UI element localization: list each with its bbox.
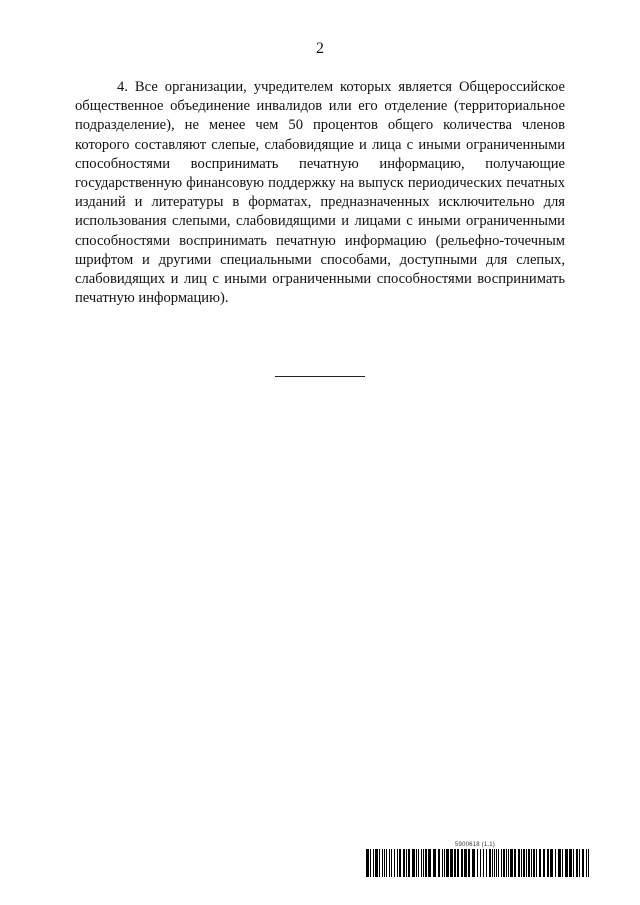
barcode-bar xyxy=(569,849,572,877)
barcode-bar xyxy=(444,849,445,877)
barcode-bar xyxy=(386,849,387,877)
barcode-bar xyxy=(379,849,380,877)
barcode-bar xyxy=(508,849,509,877)
barcode-bar xyxy=(425,849,427,877)
barcode-bar xyxy=(450,849,453,877)
barcode-bar xyxy=(550,849,553,877)
barcode-bar xyxy=(421,849,422,877)
barcode-bar xyxy=(562,849,563,877)
barcode-bar xyxy=(558,849,561,877)
barcode-bar xyxy=(573,849,574,877)
barcode-bar xyxy=(416,849,417,877)
barcode-bar xyxy=(576,849,578,877)
main-paragraph-text: 4. Все организации, учредителем которых является Общероссийское общественное объединение инвалидов или его отделение (территориальное подразделение), не менее чем 50 процентов общего количества членов которого составляют слепые, слабовидящие и лица с иными ограниченными способностями воспринимать печатную информацию, получающие государственную финансовую поддержку на выпуск периодических печатных изданий и литературы в форматах, предназначенных исключительно для использования слепыми, слабовидящими и лицами с иными ограниченными способностями воспринимать печатную информацию (рельефно-точечным шрифтом и другими специальными способами, доступными для слепых, слабовидящих и лиц с иными ограниченными способностями воспринимать печатную информацию). xyxy=(75,79,565,307)
barcode-bar xyxy=(418,849,419,877)
barcode-bar xyxy=(412,849,415,877)
barcode-bar xyxy=(403,849,405,877)
barcode-bar xyxy=(526,849,527,877)
barcode-bar xyxy=(506,849,507,877)
barcode-bar xyxy=(582,849,584,877)
barcode-bar xyxy=(531,849,532,877)
barcode-bar xyxy=(518,849,520,877)
barcode-bar xyxy=(489,849,491,877)
barcode-bar xyxy=(579,849,580,877)
barcode-bar xyxy=(586,849,587,877)
barcode-bar xyxy=(533,849,535,877)
barcode-bar xyxy=(510,849,513,877)
barcode-bar xyxy=(389,849,390,877)
barcode-bar xyxy=(521,849,522,877)
document-code: 5900618 (1.1) xyxy=(455,842,495,848)
barcode-bar xyxy=(464,849,467,877)
barcode-bar xyxy=(477,849,478,877)
barcode-icon xyxy=(366,849,590,877)
barcode-bar xyxy=(514,849,516,877)
barcode-bar xyxy=(438,849,440,877)
barcode-bar xyxy=(428,849,431,877)
barcode-bar xyxy=(394,849,395,877)
barcode-bar xyxy=(547,849,549,877)
page-number: 2 xyxy=(316,40,324,57)
barcode-bar xyxy=(370,849,371,877)
barcode-bar xyxy=(454,849,456,877)
barcode-bar xyxy=(391,849,392,877)
barcode-bar xyxy=(397,849,398,877)
barcode-bar xyxy=(555,849,556,877)
barcode-bar xyxy=(384,849,385,877)
barcode-bar xyxy=(588,849,589,877)
barcode-bar xyxy=(433,849,436,877)
barcode-bar xyxy=(446,849,449,877)
barcode-bar xyxy=(523,849,525,877)
barcode-bar xyxy=(543,849,545,877)
barcode-bar xyxy=(366,849,369,877)
barcode-bar xyxy=(408,849,410,877)
barcode-bar xyxy=(457,849,459,877)
main-paragraph xyxy=(75,78,565,308)
barcode-bar xyxy=(503,849,505,877)
separator-line xyxy=(275,376,365,377)
barcode-bar xyxy=(423,849,424,877)
barcode-bar xyxy=(399,849,401,877)
barcode-bar xyxy=(442,849,443,877)
barcode-bar xyxy=(492,849,493,877)
barcode-bar xyxy=(494,849,495,877)
barcode-bar xyxy=(486,849,487,877)
barcode-bar xyxy=(496,849,497,877)
barcode-bar xyxy=(375,849,378,877)
barcode-bar xyxy=(539,849,541,877)
barcode-bar xyxy=(498,849,499,877)
barcode-bar xyxy=(480,849,481,877)
barcode-bar xyxy=(468,849,470,877)
barcode-bar xyxy=(528,849,530,877)
barcode-bar xyxy=(461,849,463,877)
barcode-bar xyxy=(406,849,407,877)
barcode-bar xyxy=(536,849,537,877)
barcode-bar xyxy=(472,849,475,877)
barcode-bar xyxy=(565,849,568,877)
barcode-bar xyxy=(382,849,383,877)
barcode-bar xyxy=(373,849,374,877)
barcode-bar xyxy=(483,849,484,877)
barcode-bar xyxy=(501,849,502,877)
